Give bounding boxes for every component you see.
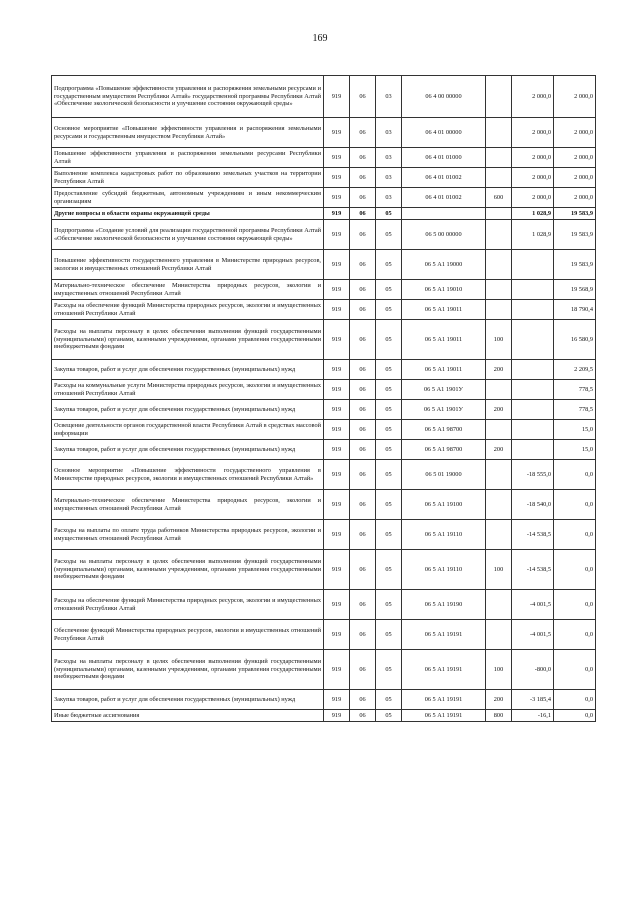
target-article-cell: 06 5 А1 19191 — [402, 650, 486, 690]
subsection-code-cell: 05 — [376, 620, 402, 650]
expense-type-cell: 200 — [486, 440, 512, 460]
target-article-cell: 06 5 А1 19191 — [402, 690, 486, 710]
expense-type-cell: 200 — [486, 400, 512, 420]
row-name-cell: Закупка товаров, работ и услуг для обеспечения государственных (муниципальных) нужд — [52, 690, 324, 710]
subsection-code-cell: 05 — [376, 520, 402, 550]
expense-type-cell: 100 — [486, 650, 512, 690]
table-row — [52, 148, 596, 168]
expense-type-cell — [486, 168, 512, 188]
amount-total-cell: 0,0 — [554, 520, 596, 550]
grbs-code-cell: 919 — [324, 400, 350, 420]
amount-total-cell: 19 583,9 — [554, 250, 596, 280]
row-name-cell: Основное мероприятие «Повышение эффективности управления и распоряжения земельными ресурсами и государственным имуществом Республики Алтай» — [52, 118, 324, 148]
row-name-cell: Расходы на выплаты персоналу в целях обеспечения выполнения функций государственными (муниципальными) органами, казенными учреждениями, органами управления государственными внебюджетными фондами — [52, 650, 324, 690]
subsection-code-cell: 03 — [376, 118, 402, 148]
row-name-cell: Закупка товаров, работ и услуг для обеспечения государственных (муниципальных) нужд — [52, 400, 324, 420]
grbs-code-cell: 919 — [324, 710, 350, 722]
amount-total-cell: 19 583,9 — [554, 220, 596, 250]
table-row — [52, 710, 596, 722]
subsection-code-cell: 05 — [376, 360, 402, 380]
target-article-cell: 06 5 А1 19011 — [402, 360, 486, 380]
row-name-cell: Расходы на выплаты персоналу в целях обеспечения выполнения функций государственными (муниципальными) органами, казенными учреждениями, органами управления государственными внебюджетными фондами — [52, 320, 324, 360]
expense-type-cell: 200 — [486, 360, 512, 380]
grbs-code-cell: 919 — [324, 440, 350, 460]
amount-total-cell: 2 000,0 — [554, 76, 596, 118]
section-code-cell: 06 — [350, 620, 376, 650]
grbs-code-cell: 919 — [324, 550, 350, 590]
amount-total-cell: 0,0 — [554, 690, 596, 710]
row-name-cell: Подпрограмма «Повышение эффективности управления и распоряжения земельными ресурсами и государственным имуществом Республики Алтай» государственной программы Республики Алтай «Обеспечение экологической безопасности и улучшение состояния окружающей среды» — [52, 76, 324, 118]
expense-type-cell — [486, 460, 512, 490]
subsection-code-cell: 05 — [376, 220, 402, 250]
amount-total-cell: 0,0 — [554, 460, 596, 490]
amount-total-cell: 778,5 — [554, 400, 596, 420]
row-name-cell: Расходы на коммунальные услуги Министерства природных ресурсов, экологии и имущественных отношений Республики Алтай — [52, 380, 324, 400]
expense-type-cell — [486, 118, 512, 148]
section-code-cell: 06 — [350, 440, 376, 460]
grbs-code-cell: 919 — [324, 208, 350, 220]
budget-table — [51, 75, 596, 722]
row-name-cell: Иные бюджетные ассигнования — [52, 710, 324, 722]
section-code-cell: 06 — [350, 690, 376, 710]
amount-change-cell: 2 000,0 — [512, 76, 554, 118]
amount-total-cell: 0,0 — [554, 650, 596, 690]
grbs-code-cell: 919 — [324, 360, 350, 380]
subsection-code-cell: 05 — [376, 250, 402, 280]
expense-type-cell — [486, 620, 512, 650]
grbs-code-cell: 919 — [324, 168, 350, 188]
grbs-code-cell: 919 — [324, 148, 350, 168]
section-code-cell: 06 — [350, 220, 376, 250]
page-number: 169 — [312, 33, 328, 44]
section-code-cell: 06 — [350, 550, 376, 590]
grbs-code-cell: 919 — [324, 280, 350, 300]
expense-type-cell — [486, 300, 512, 320]
grbs-code-cell: 919 — [324, 460, 350, 490]
amount-change-cell: -4 001,5 — [512, 590, 554, 620]
expense-type-cell: 600 — [486, 188, 512, 208]
amount-change-cell — [512, 400, 554, 420]
grbs-code-cell: 919 — [324, 220, 350, 250]
grbs-code-cell: 919 — [324, 520, 350, 550]
target-article-cell: 06 5 А1 19011 — [402, 320, 486, 360]
amount-total-cell: 19 583,9 — [554, 208, 596, 220]
target-article-cell: 06 4 01 00000 — [402, 118, 486, 148]
row-name-cell: Расходы на выплаты по оплате труда работников Министерства природных ресурсов, экологии и имущественных отношений Республики Алтай — [52, 520, 324, 550]
subsection-code-cell: 05 — [376, 400, 402, 420]
amount-change-cell — [512, 380, 554, 400]
section-code-cell: 06 — [350, 360, 376, 380]
section-code-cell: 06 — [350, 590, 376, 620]
table-row — [52, 400, 596, 420]
amount-change-cell: 1 028,9 — [512, 208, 554, 220]
row-name-cell: Повышение эффективности государственного управления в Министерстве природных ресурсов, экологии и имущественных отношений Республики Алтай — [52, 250, 324, 280]
section-code-cell: 06 — [350, 650, 376, 690]
table-row — [52, 420, 596, 440]
table-row — [52, 360, 596, 380]
grbs-code-cell: 919 — [324, 490, 350, 520]
grbs-code-cell: 919 — [324, 320, 350, 360]
amount-total-cell: 0,0 — [554, 490, 596, 520]
amount-change-cell — [512, 360, 554, 380]
grbs-code-cell: 919 — [324, 420, 350, 440]
table-row — [52, 590, 596, 620]
grbs-code-cell: 919 — [324, 690, 350, 710]
subsection-code-cell: 05 — [376, 710, 402, 722]
grbs-code-cell: 919 — [324, 380, 350, 400]
amount-total-cell: 0,0 — [554, 590, 596, 620]
amount-total-cell: 0,0 — [554, 710, 596, 722]
amount-change-cell: 1 028,9 — [512, 220, 554, 250]
subsection-code-cell: 05 — [376, 280, 402, 300]
amount-change-cell — [512, 300, 554, 320]
table-row — [52, 188, 596, 208]
subsection-code-cell: 05 — [376, 320, 402, 360]
table-row — [52, 320, 596, 360]
target-article-cell: 06 5 А1 19110 — [402, 550, 486, 590]
expense-type-cell: 200 — [486, 690, 512, 710]
section-code-cell: 06 — [350, 380, 376, 400]
subsection-code-cell: 05 — [376, 420, 402, 440]
subsection-code-cell: 03 — [376, 188, 402, 208]
section-code-cell: 06 — [350, 400, 376, 420]
subsection-code-cell: 05 — [376, 208, 402, 220]
grbs-code-cell: 919 — [324, 118, 350, 148]
subsection-code-cell: 05 — [376, 550, 402, 590]
amount-change-cell: 2 000,0 — [512, 168, 554, 188]
amount-change-cell: -800,0 — [512, 650, 554, 690]
grbs-code-cell: 919 — [324, 188, 350, 208]
expense-type-cell — [486, 148, 512, 168]
grbs-code-cell: 919 — [324, 650, 350, 690]
section-code-cell: 06 — [350, 250, 376, 280]
row-name-cell: Расходы на обеспечение функций Министерства природных ресурсов, экологии и имущественных отношений Республики Алтай — [52, 300, 324, 320]
amount-change-cell: -16,1 — [512, 710, 554, 722]
subsection-code-cell: 03 — [376, 168, 402, 188]
amount-change-cell — [512, 420, 554, 440]
subsection-code-cell: 05 — [376, 590, 402, 620]
amount-total-cell: 2 000,0 — [554, 148, 596, 168]
table-row — [52, 250, 596, 280]
row-name-cell: Освещение деятельности органов государственной власти Республики Алтай в средствах массовой информации — [52, 420, 324, 440]
section-code-cell: 06 — [350, 168, 376, 188]
table-row — [52, 490, 596, 520]
amount-total-cell: 15,0 — [554, 440, 596, 460]
amount-change-cell — [512, 280, 554, 300]
amount-change-cell: -18 555,0 — [512, 460, 554, 490]
expense-type-cell: 100 — [486, 550, 512, 590]
grbs-code-cell: 919 — [324, 590, 350, 620]
subsection-code-cell: 05 — [376, 490, 402, 520]
section-code-cell: 06 — [350, 188, 376, 208]
row-name-cell: Предоставление субсидий бюджетным, автономным учреждениям и иным некоммерческим организациям — [52, 188, 324, 208]
amount-total-cell: 15,0 — [554, 420, 596, 440]
row-name-cell: Расходы на выплаты персоналу в целях обеспечения выполнения функций государственными (муниципальными) органами, казенными учреждениями, органами управления государственными внебюджетными фондами — [52, 550, 324, 590]
table-row — [52, 620, 596, 650]
amount-change-cell — [512, 250, 554, 280]
target-article-cell: 06 5 А1 19191 — [402, 620, 486, 650]
amount-change-cell: -14 538,5 — [512, 550, 554, 590]
section-code-cell: 06 — [350, 300, 376, 320]
table-row — [52, 440, 596, 460]
table-row — [52, 168, 596, 188]
expense-type-cell — [486, 380, 512, 400]
amount-change-cell: 2 000,0 — [512, 188, 554, 208]
amount-total-cell: 2 209,5 — [554, 360, 596, 380]
table-row — [52, 208, 596, 220]
section-code-cell: 06 — [350, 520, 376, 550]
section-code-cell: 06 — [350, 208, 376, 220]
table-row — [52, 380, 596, 400]
section-code-cell: 06 — [350, 420, 376, 440]
amount-total-cell: 2 000,0 — [554, 168, 596, 188]
amount-change-cell: 2 000,0 — [512, 148, 554, 168]
subsection-code-cell: 03 — [376, 148, 402, 168]
row-name-cell: Повышение эффективности управления и распоряжения земельными ресурсами Республики Алтай — [52, 148, 324, 168]
amount-total-cell: 16 580,9 — [554, 320, 596, 360]
target-article-cell — [402, 208, 486, 220]
table-row — [52, 280, 596, 300]
target-article-cell: 06 5 А1 1901У — [402, 400, 486, 420]
row-name-cell: Обеспечение функций Министерства природных ресурсов, экологии и имущественных отношений Республики Алтай — [52, 620, 324, 650]
subsection-code-cell: 05 — [376, 650, 402, 690]
table-row — [52, 220, 596, 250]
amount-total-cell: 0,0 — [554, 620, 596, 650]
row-name-cell: Закупка товаров, работ и услуг для обеспечения государственных (муниципальных) нужд — [52, 440, 324, 460]
section-code-cell: 06 — [350, 320, 376, 360]
section-code-cell: 06 — [350, 76, 376, 118]
amount-total-cell: 19 568,9 — [554, 280, 596, 300]
subsection-code-cell: 05 — [376, 690, 402, 710]
expense-type-cell — [486, 590, 512, 620]
row-name-cell: Основное мероприятие «Повышение эффективности государственного управления в Министерстве природных ресурсов, экологии и имущественных отношений Республики Алтай» — [52, 460, 324, 490]
table-row — [52, 690, 596, 710]
subsection-code-cell: 05 — [376, 300, 402, 320]
row-name-cell: Расходы на обеспечение функций Министерства природных ресурсов, экологии и имущественных отношений Республики Алтай — [52, 590, 324, 620]
target-article-cell: 06 5 А1 98700 — [402, 440, 486, 460]
subsection-code-cell: 05 — [376, 440, 402, 460]
section-code-cell: 06 — [350, 460, 376, 490]
grbs-code-cell: 919 — [324, 76, 350, 118]
amount-change-cell: 2 000,0 — [512, 118, 554, 148]
amount-total-cell: 2 000,0 — [554, 118, 596, 148]
amount-change-cell: -3 185,4 — [512, 690, 554, 710]
section-code-cell: 06 — [350, 490, 376, 520]
grbs-code-cell: 919 — [324, 300, 350, 320]
target-article-cell: 06 5 А1 19110 — [402, 520, 486, 550]
section-code-cell: 06 — [350, 710, 376, 722]
row-name-cell: Материально-техническое обеспечение Министерства природных ресурсов, экологии и имущественных отношений Республики Алтай — [52, 490, 324, 520]
section-code-cell: 06 — [350, 148, 376, 168]
target-article-cell: 06 5 А1 19010 — [402, 280, 486, 300]
target-article-cell: 06 5 А1 19190 — [402, 590, 486, 620]
target-article-cell: 06 5 00 00000 — [402, 220, 486, 250]
target-article-cell: 06 5 А1 19191 — [402, 710, 486, 722]
table-row — [52, 300, 596, 320]
section-code-cell: 06 — [350, 280, 376, 300]
expense-type-cell: 100 — [486, 320, 512, 360]
amount-total-cell: 2 000,0 — [554, 188, 596, 208]
target-article-cell: 06 4 00 00000 — [402, 76, 486, 118]
target-article-cell: 06 5 А1 19000 — [402, 250, 486, 280]
expense-type-cell — [486, 420, 512, 440]
amount-total-cell: 778,5 — [554, 380, 596, 400]
expense-type-cell: 800 — [486, 710, 512, 722]
expense-type-cell — [486, 250, 512, 280]
grbs-code-cell: 919 — [324, 620, 350, 650]
table-row — [52, 118, 596, 148]
target-article-cell: 06 4 01 01002 — [402, 168, 486, 188]
expense-type-cell — [486, 490, 512, 520]
table-row — [52, 76, 596, 118]
target-article-cell: 06 5 А1 1901У — [402, 380, 486, 400]
row-name-cell: Выполнение комплекса кадастровых работ по образованию земельных участков на территории Республики Алтай — [52, 168, 324, 188]
target-article-cell: 06 5 А1 98700 — [402, 420, 486, 440]
expense-type-cell — [486, 208, 512, 220]
row-name-cell: Другие вопросы в области охраны окружающей среды — [52, 208, 324, 220]
expense-type-cell — [486, 220, 512, 250]
amount-change-cell — [512, 320, 554, 360]
amount-change-cell — [512, 440, 554, 460]
amount-change-cell: -14 538,5 — [512, 520, 554, 550]
target-article-cell: 06 5 01 19000 — [402, 460, 486, 490]
amount-change-cell: -4 001,5 — [512, 620, 554, 650]
target-article-cell: 06 4 01 01000 — [402, 148, 486, 168]
section-code-cell: 06 — [350, 118, 376, 148]
grbs-code-cell: 919 — [324, 250, 350, 280]
subsection-code-cell: 05 — [376, 380, 402, 400]
table-row — [52, 650, 596, 690]
amount-total-cell: 0,0 — [554, 550, 596, 590]
row-name-cell: Подпрограмма «Создание условий для реализации государственной программы Республики Алтай «Обеспечение экологической безопасности и улучшение состояния окружающей среды» — [52, 220, 324, 250]
expense-type-cell — [486, 280, 512, 300]
expense-type-cell — [486, 520, 512, 550]
amount-change-cell: -18 540,0 — [512, 490, 554, 520]
subsection-code-cell: 05 — [376, 460, 402, 490]
table-row — [52, 460, 596, 490]
row-name-cell: Закупка товаров, работ и услуг для обеспечения государственных (муниципальных) нужд — [52, 360, 324, 380]
table-row — [52, 550, 596, 590]
row-name-cell: Материально-техническое обеспечение Министерства природных ресурсов, экологии и имущественных отношений Республики Алтай — [52, 280, 324, 300]
expense-type-cell — [486, 76, 512, 118]
table-row — [52, 520, 596, 550]
target-article-cell: 06 4 01 01002 — [402, 188, 486, 208]
amount-total-cell: 18 790,4 — [554, 300, 596, 320]
subsection-code-cell: 03 — [376, 76, 402, 118]
target-article-cell: 06 5 А1 19011 — [402, 300, 486, 320]
target-article-cell: 06 5 А1 19100 — [402, 490, 486, 520]
